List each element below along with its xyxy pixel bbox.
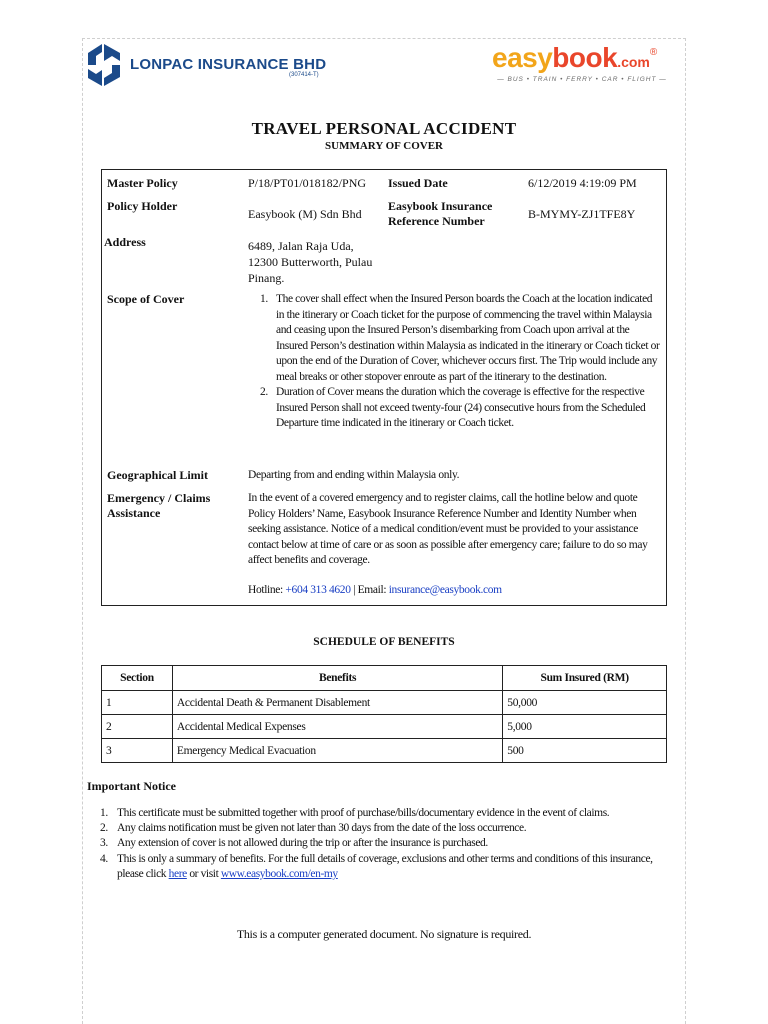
email-link[interactable]: insurance@easybook.com <box>388 584 502 596</box>
easybook-registered-mark: ® <box>649 47 658 58</box>
easybook-logo-dotcom: .com <box>617 54 650 70</box>
here-link[interactable]: here <box>168 867 187 880</box>
scope-item-text: Duration of Cover means the duration which the coverage is effective for the respective Insured Person shall not exceed twenty-four (24) consecutive hours from the Scheduled Departure time indicated in the itinerary or Coach ticket. <box>276 386 646 429</box>
table-row <box>102 691 667 715</box>
notice-item-text: This is only a summary of benefits. For the full details of coverage, exclusions and other terms and conditions of this insurance, please click <box>117 852 653 880</box>
master-policy-value: P/18/PT01/018182/PNG <box>248 176 367 190</box>
cell-section: 1 <box>102 691 173 715</box>
emergency-label-line1: Emergency / Claims <box>107 491 211 505</box>
easybook-logo-easy: easy <box>492 42 553 73</box>
policy-holder-value: Easybook (M) Sdn Bhd <box>248 207 362 221</box>
document-subtitle: SUMMARY OF COVER <box>325 140 443 152</box>
master-policy-label: Master Policy <box>107 176 178 190</box>
policy-holder-label: Policy Holder <box>107 199 178 213</box>
email-label: | Email: <box>350 584 389 596</box>
address-value <box>248 238 372 286</box>
table-header-row <box>102 666 667 691</box>
lonpac-logo-icon <box>84 43 124 87</box>
table-row <box>102 715 667 739</box>
address-line: Pinang. <box>248 271 285 285</box>
address-line: 12300 Butterworth, Pulau <box>248 255 373 269</box>
emergency-text: In the event of a covered emergency and to register claims, call the hotline below and quote Policy Holders’ Name, Easybook Insurance Reference Number and Identity Number when seeking assistance. Notice of a medical condition/event must be provided to your assistance contact below at time of care or as soon as possible after emergency care; failure to do so may affect benefits and coverage. <box>248 492 648 566</box>
schedule-of-benefits-title: SCHEDULE OF BENEFITS <box>313 636 455 648</box>
notice-item-text: or visit <box>186 867 221 880</box>
column-header-benefits: Benefits <box>172 666 502 691</box>
insurer-name: LONPAC INSURANCE BHD <box>130 56 327 73</box>
insurer-registration: (307414-T) <box>289 72 319 78</box>
geographical-limit-value: Departing from and ending within Malaysia only. <box>248 469 460 481</box>
issued-date-label: Issued Date <box>388 176 448 190</box>
reference-number-label-line1: Easybook Insurance <box>388 199 493 213</box>
list-item: 2. Any claims notification must be given not later than 30 days from the date of the loss occurrence. <box>100 822 527 835</box>
list-item: 4. This is only a summary of benefits. For the full details of coverage, exclusions and other terms and conditions of this insurance, please click here or visit www.easybook.com/en-my <box>100 852 653 880</box>
benefits-table <box>101 665 667 763</box>
hotline-line <box>248 583 502 598</box>
cell-section: 2 <box>102 715 173 739</box>
issued-date-value: 6/12/2019 4:19:09 PM <box>528 176 637 190</box>
cell-benefit: Emergency Medical Evacuation <box>172 739 502 763</box>
hotline-label: Hotline: <box>248 584 286 596</box>
cell-section: 3 <box>102 739 173 763</box>
notice-item-text: Any extension of cover is not allowed during the trip or after the insurance is purchased. <box>117 837 488 850</box>
cell-sum-insured: 5,000 <box>503 715 667 739</box>
reference-number-label-line2: Reference Number <box>388 214 485 228</box>
scope-of-cover-label: Scope of Cover <box>107 292 185 306</box>
notice-item-text: Any claims notification must be given not later than 30 days from the date of the loss occurrence. <box>117 822 527 835</box>
easybook-logo-book: book <box>552 42 618 73</box>
scope-item-text: The cover shall effect when the Insured Person boards the Coach at the location indicated in the itinerary or Coach ticket for the purpose of commencing the travel within Malaysia and ceasing upon the Insured Person’s disembarking from Coach upon arrival at the Insured Person’s destination within Malaysia as indicated in the itinerary or Coach ticket or upon the end of the Duration of Cover, whichever occurs first. The Trip would include any meal breaks or other stopover enroute as part of the itinerary to the destination. <box>276 293 660 383</box>
footer-note: This is a computer generated document. No signature is required. <box>236 927 532 941</box>
address-line: 6489, Jalan Raja Uda, <box>248 239 354 253</box>
table-row <box>102 739 667 763</box>
cell-sum-insured: 50,000 <box>503 691 667 715</box>
column-header-sum-insured: Sum Insured (RM) <box>503 666 667 691</box>
cell-benefit: Accidental Death & Permanent Disablement <box>172 691 502 715</box>
list-item: 1. The cover shall effect when the Insured Person boards the Coach at the location indicated in the itinerary or Coach ticket for the purpose of commencing the travel within Malaysia and ceasing upon the Insured Person’s disembarking from Coach upon arrival at the Insured Person’s destination within Malaysia as indicated in the itinerary or Coach ticket or upon the end of the Duration of Cover, whichever occurs first. The Trip would include any meal breaks or other stopover enroute as part of the itinerary to the destination. <box>260 293 660 383</box>
easybook-logo <box>492 42 657 74</box>
geographical-limit-label: Geographical Limit <box>107 468 208 482</box>
important-notice-list <box>100 806 660 882</box>
emergency-label-line2: Assistance <box>107 506 161 520</box>
reference-number-value: B-MYMY-ZJ1TFE8Y <box>528 207 636 221</box>
cell-benefit: Accidental Medical Expenses <box>172 715 502 739</box>
column-header-section: Section <box>102 666 173 691</box>
address-label: Address <box>104 235 146 249</box>
list-item: 3. Any extension of cover is not allowed during the trip or after the insurance is purchased. <box>100 837 488 850</box>
important-notice-title: Important Notice <box>87 779 176 793</box>
easybook-tagline: — BUS • TRAIN • FERRY • CAR • FLIGHT — <box>497 76 667 83</box>
cell-sum-insured: 500 <box>503 739 667 763</box>
notice-item-text: This certificate must be submitted together with proof of purchase/bills/documentary evidence in the event of claims. <box>117 807 610 819</box>
document-title: TRAVEL PERSONAL ACCIDENT <box>251 119 517 138</box>
hotline-number-link[interactable]: +604 313 4620 <box>285 584 351 596</box>
scope-of-cover-list <box>248 292 660 432</box>
list-item: 1. This certificate must be submitted together with proof of purchase/bills/documentary evidence in the event of claims. <box>100 807 610 819</box>
easybook-website-link[interactable]: www.easybook.com/en-my <box>220 867 338 880</box>
list-item: 2. Duration of Cover means the duration which the coverage is effective for the respective Insured Person shall not exceed twenty-four (24) consecutive hours from the Scheduled Departure time indicated in the itinerary or Coach ticket. <box>260 386 646 429</box>
